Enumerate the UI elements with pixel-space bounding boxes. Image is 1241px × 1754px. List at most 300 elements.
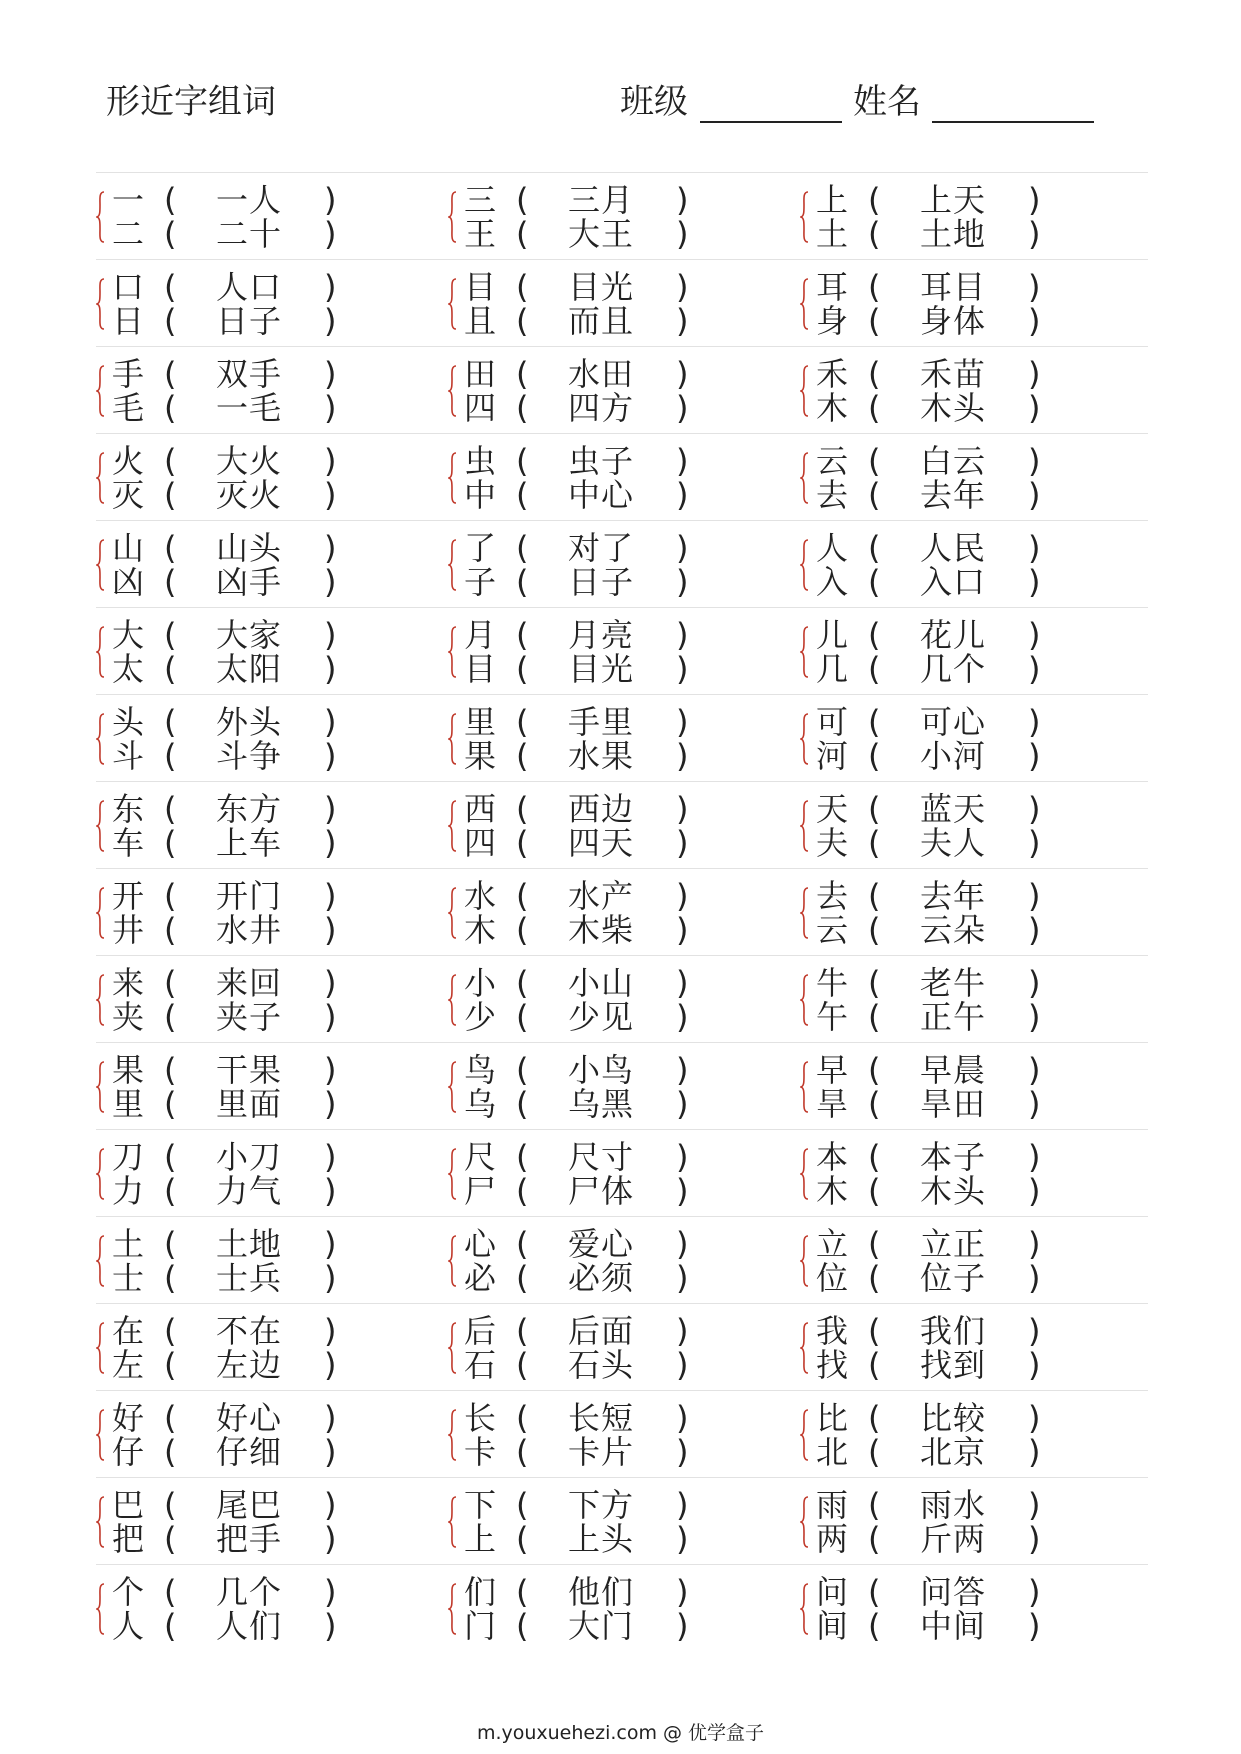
open-paren: ( xyxy=(516,302,529,340)
character: 水 xyxy=(464,877,497,915)
close-paren: ) xyxy=(1028,181,1041,219)
pair-line-bottom xyxy=(816,217,1046,251)
character: 人 xyxy=(816,529,849,567)
pair-line-top xyxy=(464,1575,694,1609)
word-answer: 里面 xyxy=(216,1085,283,1123)
character: 后 xyxy=(464,1312,497,1350)
word-answer: 几个 xyxy=(216,1573,283,1611)
word-answer: 可心 xyxy=(920,703,987,741)
word-answer: 早晨 xyxy=(920,1051,987,1089)
character: 早 xyxy=(816,1051,849,1089)
character: 位 xyxy=(816,1259,849,1297)
word-answer: 入口 xyxy=(920,563,987,601)
open-paren: ( xyxy=(868,268,881,306)
word-answer: 老牛 xyxy=(920,964,987,1002)
close-paren: ) xyxy=(1028,1225,1041,1263)
pair-line-top xyxy=(464,1053,694,1087)
pair-line-top xyxy=(464,618,694,652)
character: 们 xyxy=(464,1573,497,1611)
word-answer: 土地 xyxy=(216,1225,283,1263)
character: 木 xyxy=(464,911,497,949)
pair-line-bottom xyxy=(464,1000,694,1034)
open-paren: ( xyxy=(164,616,177,654)
character: 儿 xyxy=(816,616,849,654)
open-paren: ( xyxy=(868,181,881,219)
word-answer: 尾巴 xyxy=(216,1486,283,1524)
word-pair xyxy=(800,1478,1140,1564)
open-paren: ( xyxy=(164,442,177,480)
word-pair xyxy=(800,521,1140,607)
open-paren: ( xyxy=(516,737,529,775)
character: 旱 xyxy=(816,1085,849,1123)
open-paren: ( xyxy=(164,737,177,775)
word-answer: 白云 xyxy=(920,442,987,480)
open-paren: ( xyxy=(516,964,529,1002)
brace-icon xyxy=(448,278,458,330)
character: 月 xyxy=(464,616,497,654)
close-paren: ) xyxy=(324,1346,337,1384)
open-paren: ( xyxy=(164,563,177,601)
word-answer: 手里 xyxy=(568,703,635,741)
open-paren: ( xyxy=(868,1433,881,1471)
word-answer: 耳目 xyxy=(920,268,987,306)
pair-line-bottom xyxy=(816,826,1046,860)
open-paren: ( xyxy=(516,650,529,688)
pair-line-top xyxy=(816,270,1046,304)
word-pair xyxy=(96,782,436,868)
close-paren: ) xyxy=(324,1399,337,1437)
open-paren: ( xyxy=(516,1346,529,1384)
pair-line-bottom xyxy=(112,1435,342,1469)
grid-row xyxy=(96,1216,1148,1303)
open-paren: ( xyxy=(868,1486,881,1524)
word-answer: 必须 xyxy=(568,1259,635,1297)
character: 四 xyxy=(464,824,497,862)
brace-icon xyxy=(800,800,810,852)
word-answer: 把手 xyxy=(216,1520,283,1558)
pair-line-bottom xyxy=(112,1261,342,1295)
pair-line-bottom xyxy=(464,391,694,425)
pair-line-top xyxy=(464,1488,694,1522)
character: 头 xyxy=(112,703,145,741)
word-answer: 虫子 xyxy=(568,442,635,480)
word-answer: 水田 xyxy=(568,355,635,393)
open-paren: ( xyxy=(516,529,529,567)
pair-line-bottom xyxy=(464,826,694,860)
close-paren: ) xyxy=(1028,1346,1041,1384)
character: 果 xyxy=(464,737,497,775)
pair-line-top xyxy=(816,1314,1046,1348)
open-paren: ( xyxy=(868,824,881,862)
word-answer: 后面 xyxy=(568,1312,635,1350)
word-answer: 而且 xyxy=(568,302,635,340)
brace-icon xyxy=(448,365,458,417)
open-paren: ( xyxy=(868,302,881,340)
close-paren: ) xyxy=(324,355,337,393)
pair-line-top xyxy=(112,618,342,652)
word-pair xyxy=(800,695,1140,781)
word-answer: 小鸟 xyxy=(568,1051,635,1089)
character: 石 xyxy=(464,1346,497,1384)
pair-line-bottom xyxy=(112,739,342,773)
pair-line-top xyxy=(112,444,342,478)
brace-icon xyxy=(448,974,458,1026)
pair-line-top xyxy=(816,357,1046,391)
open-paren: ( xyxy=(868,1172,881,1210)
close-paren: ) xyxy=(676,1138,689,1176)
pair-line-bottom xyxy=(464,304,694,338)
word-answer: 对了 xyxy=(568,529,635,567)
word-pair xyxy=(96,956,436,1042)
character: 上 xyxy=(816,181,849,219)
word-answer: 夫人 xyxy=(920,824,987,862)
pair-line-bottom xyxy=(816,1174,1046,1208)
character: 去 xyxy=(816,476,849,514)
pair-line-top xyxy=(816,1401,1046,1435)
character: 大 xyxy=(112,616,145,654)
close-paren: ) xyxy=(676,616,689,654)
close-paren: ) xyxy=(676,1607,689,1645)
word-answer: 来回 xyxy=(216,964,283,1002)
grid-row xyxy=(96,607,1148,694)
word-pair xyxy=(448,695,788,781)
word-answer: 大门 xyxy=(568,1607,635,1645)
pair-line-bottom xyxy=(816,913,1046,947)
word-answer: 三月 xyxy=(568,181,635,219)
character: 虫 xyxy=(464,442,497,480)
open-paren: ( xyxy=(868,790,881,828)
pair-line-top xyxy=(816,1488,1046,1522)
word-answer: 日子 xyxy=(568,563,635,601)
close-paren: ) xyxy=(324,529,337,567)
word-pair xyxy=(96,608,436,694)
word-pair xyxy=(800,347,1140,433)
word-answer: 力气 xyxy=(216,1172,283,1210)
word-answer: 木柴 xyxy=(568,911,635,949)
word-answer: 干果 xyxy=(216,1051,283,1089)
pair-line-top xyxy=(464,1140,694,1174)
pair-line-top xyxy=(816,531,1046,565)
character: 日 xyxy=(112,302,145,340)
word-answer: 开门 xyxy=(216,877,283,915)
pair-line-top xyxy=(112,966,342,1000)
character: 毛 xyxy=(112,389,145,427)
open-paren: ( xyxy=(516,1259,529,1297)
character: 心 xyxy=(464,1225,497,1263)
open-paren: ( xyxy=(868,1225,881,1263)
word-pair xyxy=(448,1217,788,1303)
open-paren: ( xyxy=(516,1085,529,1123)
word-pair xyxy=(800,1043,1140,1129)
character: 灭 xyxy=(112,476,145,514)
open-paren: ( xyxy=(868,1051,881,1089)
open-paren: ( xyxy=(164,1433,177,1471)
pair-line-top xyxy=(112,531,342,565)
close-paren: ) xyxy=(676,1399,689,1437)
pair-line-bottom xyxy=(464,565,694,599)
pair-line-top xyxy=(464,1227,694,1261)
word-answer: 东方 xyxy=(216,790,283,828)
close-paren: ) xyxy=(1028,1520,1041,1558)
close-paren: ) xyxy=(324,790,337,828)
word-pair xyxy=(800,956,1140,1042)
word-pair xyxy=(800,782,1140,868)
brace-icon xyxy=(800,539,810,591)
close-paren: ) xyxy=(324,563,337,601)
pair-line-bottom xyxy=(112,565,342,599)
character: 东 xyxy=(112,790,145,828)
pair-line-top xyxy=(464,531,694,565)
brace-icon xyxy=(96,191,106,243)
brace-icon xyxy=(96,974,106,1026)
pair-line-bottom xyxy=(816,565,1046,599)
pair-line-bottom xyxy=(816,739,1046,773)
character: 两 xyxy=(816,1520,849,1558)
close-paren: ) xyxy=(1028,1259,1041,1297)
open-paren: ( xyxy=(868,703,881,741)
open-paren: ( xyxy=(516,877,529,915)
word-answer: 身体 xyxy=(920,302,987,340)
brace-icon xyxy=(96,539,106,591)
close-paren: ) xyxy=(676,703,689,741)
close-paren: ) xyxy=(1028,877,1041,915)
grid-row xyxy=(96,1129,1148,1216)
word-answer: 他们 xyxy=(568,1573,635,1611)
character: 手 xyxy=(112,355,145,393)
word-answer: 蓝天 xyxy=(920,790,987,828)
character: 耳 xyxy=(816,268,849,306)
character: 中 xyxy=(464,476,497,514)
word-answer: 四方 xyxy=(568,389,635,427)
close-paren: ) xyxy=(324,1486,337,1524)
character: 少 xyxy=(464,998,497,1036)
character: 身 xyxy=(816,302,849,340)
character: 云 xyxy=(816,911,849,949)
open-paren: ( xyxy=(868,442,881,480)
pair-line-top xyxy=(112,792,342,826)
word-answer: 卡片 xyxy=(568,1433,635,1471)
pair-line-top xyxy=(464,270,694,304)
close-paren: ) xyxy=(676,268,689,306)
open-paren: ( xyxy=(164,1607,177,1645)
open-paren: ( xyxy=(868,1138,881,1176)
word-answer: 上头 xyxy=(568,1520,635,1558)
brace-icon xyxy=(800,1235,810,1287)
brace-icon xyxy=(96,713,106,765)
brace-icon xyxy=(800,626,810,678)
pair-line-top xyxy=(112,270,342,304)
close-paren: ) xyxy=(1028,1573,1041,1611)
brace-icon xyxy=(448,452,458,504)
character: 卡 xyxy=(464,1433,497,1471)
pair-line-top xyxy=(112,1488,342,1522)
character: 里 xyxy=(464,703,497,741)
word-answer: 人民 xyxy=(920,529,987,567)
open-paren: ( xyxy=(164,302,177,340)
open-paren: ( xyxy=(164,476,177,514)
close-paren: ) xyxy=(676,1312,689,1350)
close-paren: ) xyxy=(676,1573,689,1611)
brace-icon xyxy=(448,1235,458,1287)
pair-line-bottom xyxy=(464,913,694,947)
word-answer: 二十 xyxy=(216,215,283,253)
open-paren: ( xyxy=(868,998,881,1036)
pair-line-top xyxy=(464,705,694,739)
word-pair xyxy=(800,1217,1140,1303)
close-paren: ) xyxy=(676,1346,689,1384)
word-answer: 花儿 xyxy=(920,616,987,654)
character: 云 xyxy=(816,442,849,480)
character: 问 xyxy=(816,1573,849,1611)
pair-line-top xyxy=(112,1314,342,1348)
grid-row xyxy=(96,1303,1148,1390)
character: 王 xyxy=(464,215,497,253)
open-paren: ( xyxy=(868,1607,881,1645)
pair-line-bottom xyxy=(464,1609,694,1643)
brace-icon xyxy=(800,1061,810,1113)
close-paren: ) xyxy=(676,442,689,480)
character: 且 xyxy=(464,302,497,340)
brace-icon xyxy=(96,887,106,939)
open-paren: ( xyxy=(164,911,177,949)
character: 目 xyxy=(464,650,497,688)
character: 几 xyxy=(816,650,849,688)
word-answer: 山头 xyxy=(216,529,283,567)
character: 本 xyxy=(816,1138,849,1176)
open-paren: ( xyxy=(868,1399,881,1437)
character: 一 xyxy=(112,181,145,219)
pair-line-bottom xyxy=(816,1087,1046,1121)
page-title: 形近字组词 xyxy=(106,82,276,122)
open-paren: ( xyxy=(164,268,177,306)
character: 太 xyxy=(112,650,145,688)
open-paren: ( xyxy=(164,1399,177,1437)
pair-line-bottom xyxy=(112,1174,342,1208)
character: 在 xyxy=(112,1312,145,1350)
word-answer: 双手 xyxy=(216,355,283,393)
close-paren: ) xyxy=(1028,563,1041,601)
grid-row xyxy=(96,1390,1148,1477)
word-answer: 一毛 xyxy=(216,389,283,427)
character: 我 xyxy=(816,1312,849,1350)
open-paren: ( xyxy=(516,1520,529,1558)
brace-icon xyxy=(800,1409,810,1461)
character: 了 xyxy=(464,529,497,567)
character: 开 xyxy=(112,877,145,915)
close-paren: ) xyxy=(676,529,689,567)
word-answer: 外头 xyxy=(216,703,283,741)
close-paren: ) xyxy=(1028,1172,1041,1210)
pair-line-top xyxy=(816,183,1046,217)
word-answer: 长短 xyxy=(568,1399,635,1437)
character: 力 xyxy=(112,1172,145,1210)
close-paren: ) xyxy=(324,1259,337,1297)
close-paren: ) xyxy=(324,703,337,741)
character: 凶 xyxy=(112,563,145,601)
close-paren: ) xyxy=(324,1573,337,1611)
close-paren: ) xyxy=(1028,442,1041,480)
pair-line-top xyxy=(816,966,1046,1000)
word-answer: 好心 xyxy=(216,1399,283,1437)
word-answer: 少见 xyxy=(568,998,635,1036)
open-paren: ( xyxy=(516,616,529,654)
character: 间 xyxy=(816,1607,849,1645)
character: 好 xyxy=(112,1399,145,1437)
open-paren: ( xyxy=(516,181,529,219)
open-paren: ( xyxy=(516,1312,529,1350)
open-paren: ( xyxy=(868,529,881,567)
word-pair xyxy=(96,1304,436,1390)
close-paren: ) xyxy=(324,1051,337,1089)
word-answer: 木头 xyxy=(920,1172,987,1210)
word-pair xyxy=(96,1130,436,1216)
word-answer: 西边 xyxy=(568,790,635,828)
class-input-line[interactable] xyxy=(700,121,842,123)
pair-line-top xyxy=(464,792,694,826)
open-paren: ( xyxy=(868,563,881,601)
close-paren: ) xyxy=(1028,1051,1041,1089)
close-paren: ) xyxy=(676,911,689,949)
close-paren: ) xyxy=(676,1172,689,1210)
word-answer: 上车 xyxy=(216,824,283,862)
pair-line-bottom xyxy=(816,391,1046,425)
word-answer: 正午 xyxy=(920,998,987,1036)
word-pair xyxy=(96,1478,436,1564)
character: 天 xyxy=(816,790,849,828)
brace-icon xyxy=(448,539,458,591)
close-paren: ) xyxy=(676,1433,689,1471)
open-paren: ( xyxy=(868,616,881,654)
word-answer: 爱心 xyxy=(568,1225,635,1263)
pair-line-bottom xyxy=(464,217,694,251)
open-paren: ( xyxy=(868,1085,881,1123)
pair-line-top xyxy=(464,1314,694,1348)
word-pair xyxy=(96,434,436,520)
close-paren: ) xyxy=(324,181,337,219)
name-input-line[interactable] xyxy=(932,121,1094,123)
brace-icon xyxy=(96,1322,106,1374)
open-paren: ( xyxy=(868,476,881,514)
close-paren: ) xyxy=(324,824,337,862)
pair-line-bottom xyxy=(464,1087,694,1121)
close-paren: ) xyxy=(324,1607,337,1645)
character: 午 xyxy=(816,998,849,1036)
word-pair xyxy=(448,1565,788,1651)
open-paren: ( xyxy=(164,1312,177,1350)
open-paren: ( xyxy=(164,877,177,915)
character: 夫 xyxy=(816,824,849,862)
word-pair xyxy=(96,260,436,346)
word-pair xyxy=(448,1304,788,1390)
pair-line-top xyxy=(464,183,694,217)
open-paren: ( xyxy=(868,389,881,427)
close-paren: ) xyxy=(324,1312,337,1350)
brace-icon xyxy=(448,800,458,852)
open-paren: ( xyxy=(516,1399,529,1437)
word-answer: 位子 xyxy=(920,1259,987,1297)
word-pair xyxy=(800,869,1140,955)
pair-line-bottom xyxy=(464,1522,694,1556)
open-paren: ( xyxy=(164,1138,177,1176)
pair-line-bottom xyxy=(816,1609,1046,1643)
open-paren: ( xyxy=(164,181,177,219)
open-paren: ( xyxy=(516,998,529,1036)
open-paren: ( xyxy=(164,529,177,567)
close-paren: ) xyxy=(324,1085,337,1123)
close-paren: ) xyxy=(676,563,689,601)
open-paren: ( xyxy=(516,215,529,253)
brace-icon xyxy=(448,1496,458,1548)
